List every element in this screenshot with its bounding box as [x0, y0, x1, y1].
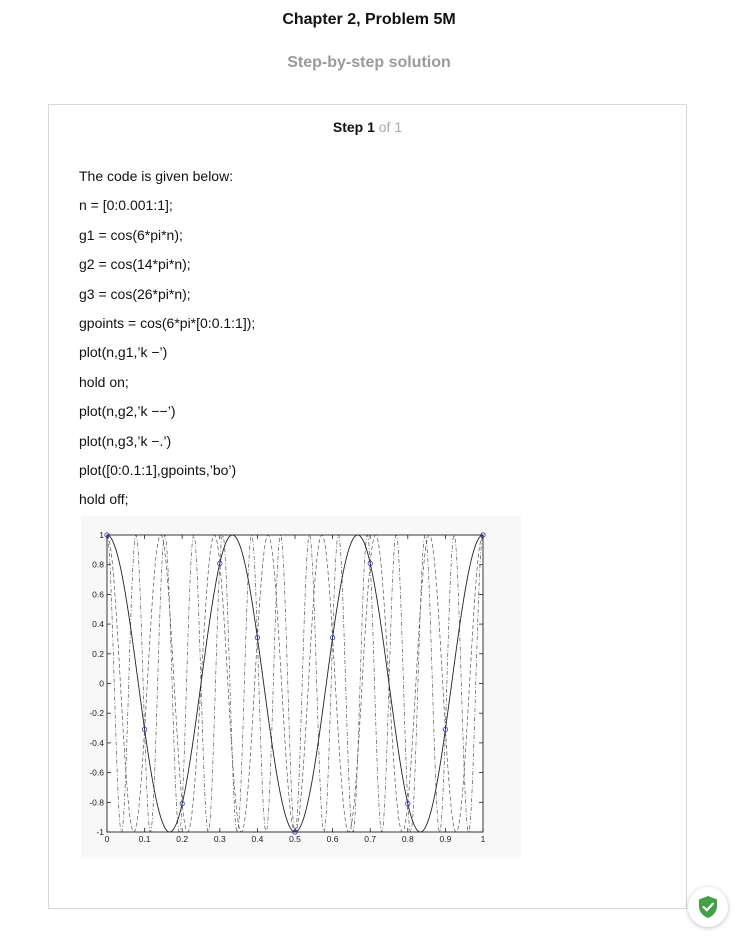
solution-subtitle: Step-by-step solution: [287, 54, 451, 71]
y-tick-label: 0.8: [92, 559, 104, 570]
x-tick-label: 0.8: [401, 834, 414, 844]
y-tick-label: 0.4: [92, 619, 104, 630]
solution-card: [48, 104, 687, 909]
y-tick-label: -0.4: [89, 737, 104, 748]
x-tick-label: 0.4: [251, 834, 264, 844]
code-line: n = [0:0.001:1];: [79, 197, 173, 214]
step-header: [49, 119, 686, 135]
step-label: Step 1: [332, 119, 375, 135]
code-line: plot(n,g2,’k −−’): [79, 403, 176, 420]
y-tick-label: -0.8: [89, 797, 104, 808]
shield-check-button[interactable]: [688, 887, 728, 927]
x-tick-label: 0.3: [213, 834, 226, 844]
x-tick-label: 0.5: [289, 834, 301, 844]
intro-text: The code is given below:: [79, 168, 234, 184]
code-line: hold on;: [79, 373, 129, 390]
plot-image: [81, 516, 521, 859]
code-line: g3 = cos(26*pi*n);: [79, 285, 191, 302]
code-line: plot(n,g1,’k −’): [79, 344, 168, 361]
x-tick-label: 0.2: [176, 834, 189, 844]
y-tick-label: 0: [99, 678, 104, 689]
code-line: gpoints = cos(6*pi*[0:0.1:1]);: [79, 314, 256, 331]
y-tick-label: -0.6: [89, 767, 104, 778]
code-line: plot([0:0.1:1],gpoints,’bo’): [79, 461, 237, 478]
x-tick-label: 0: [104, 834, 110, 844]
y-tick-label: 0.2: [92, 648, 104, 659]
step-count: of 1: [378, 119, 403, 135]
y-tick-label: 0.6: [92, 589, 104, 600]
cosine-plot: [81, 516, 521, 859]
code-line: plot(n,g3,’k −.’): [79, 432, 172, 449]
solution-text: [79, 167, 255, 520]
plot-area: [107, 535, 483, 832]
chapter-title: Chapter 2, Problem 5M: [282, 11, 456, 28]
code-line: g1 = cos(6*pi*n);: [79, 226, 183, 243]
x-tick-label: 0.1: [138, 834, 151, 844]
x-tick-label: 1: [480, 834, 486, 844]
x-tick-label: 0.7: [364, 834, 377, 844]
code-line: g2 = cos(14*pi*n);: [79, 256, 191, 273]
y-tick-label: -0.2: [89, 708, 104, 719]
shield-check-icon: [697, 895, 719, 919]
y-tick-label: 1: [99, 530, 104, 540]
y-tick-label: -1: [96, 827, 104, 837]
x-tick-label: 0.6: [326, 834, 339, 844]
code-line: hold off;: [79, 491, 129, 508]
x-tick-label: 0.9: [439, 834, 452, 844]
